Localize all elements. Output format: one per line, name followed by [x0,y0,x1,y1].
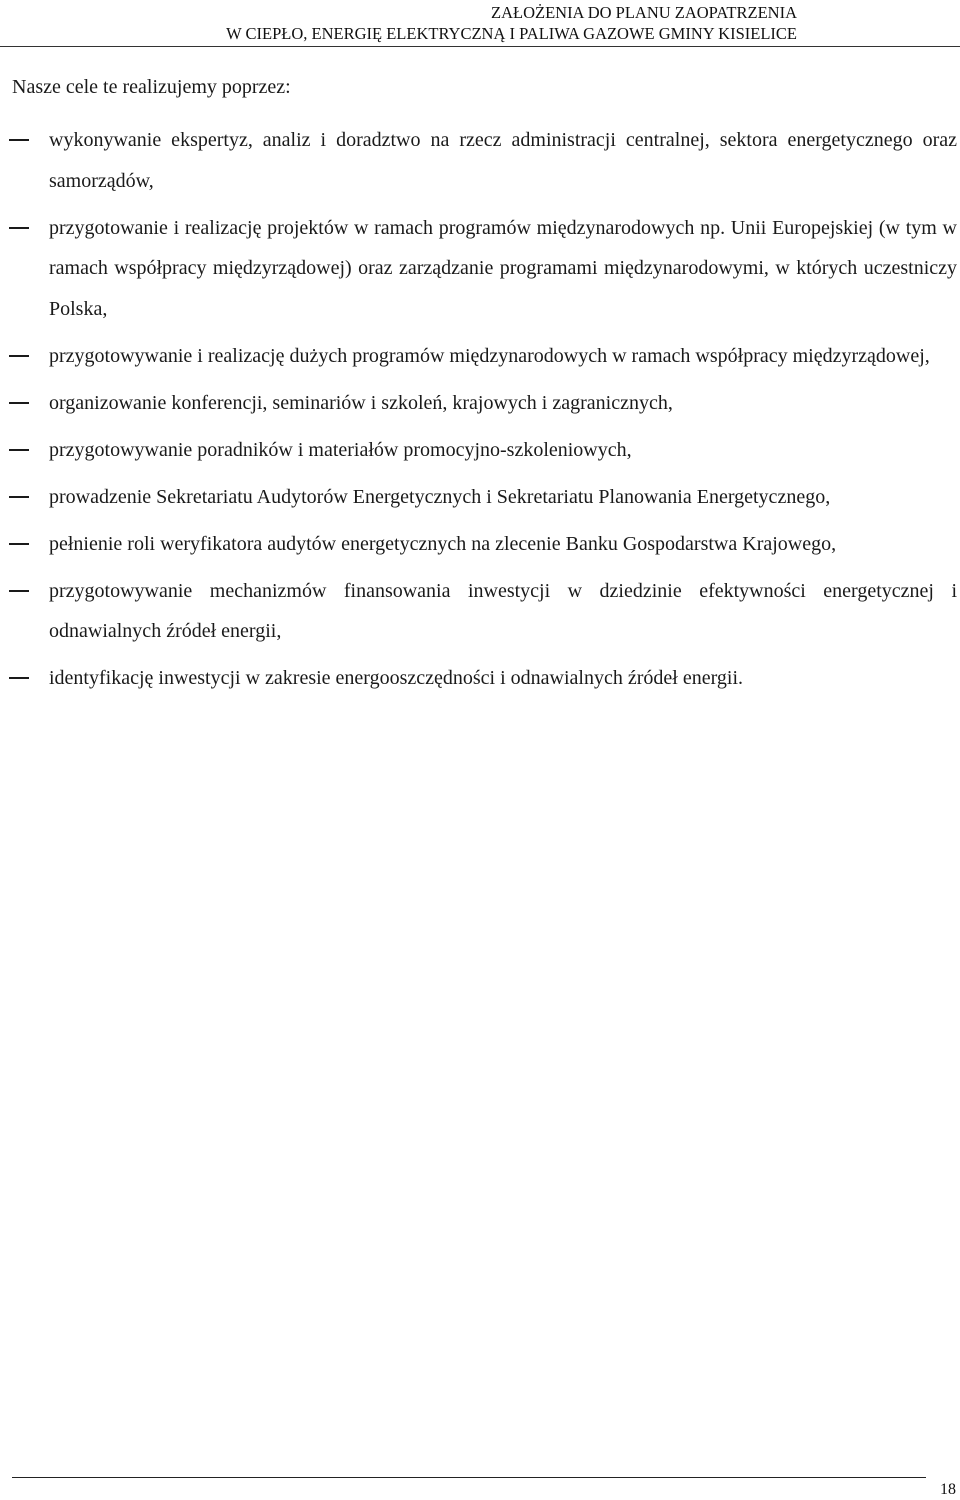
list-item [0,477,960,518]
list-item-text: identyfikację inwestycji w zakresie energooszczędności i odnawialnych źródeł energii. [49,667,743,689]
dash-bullet-icon [9,227,29,229]
dash-bullet-icon [9,543,29,545]
list-item-text: przygotowanie i realizację projektów w ramach programów międzynarodowych np. Unii Europejskiej (w tym w ramach współpracy międzyrządowej) oraz zarządzanie programami międzynarodowymi, w których uczestniczy Polska, [49,216,957,320]
dash-bullet-icon [9,590,29,592]
list-item-text: wykonywanie ekspertyz, analiz i doradztwo na rzecz administracji centralnej, sektora energetycznego oraz samorządów, [49,129,957,192]
dash-bullet-icon [9,496,29,498]
dash-bullet-icon [9,402,29,404]
goals-list [0,120,960,705]
list-item-text: przygotowywanie poradników i materiałów promocyjno-szkoleniowych, [49,438,632,461]
page-number: 18 [940,1481,956,1498]
footer-divider [12,1477,926,1478]
header-title-line-1: ZAŁOŻENIA DO PLANU ZAOPATRZENIA [491,3,797,22]
list-item [0,383,960,424]
dash-bullet-icon [9,677,29,679]
header-title-line-2: W CIEPŁO, ENERGIĘ ELEKTRYCZNĄ I PALIWA GAZOWE GMINY KISIELICE [226,24,797,43]
list-item [0,208,960,330]
list-item [0,658,960,699]
list-item-text: przygotowywanie mechanizmów finansowania inwestycji w dziedzinie efektywności energetycznej i odnawialnych źródeł energii, [49,579,957,642]
dash-bullet-icon [9,449,29,451]
list-item [0,120,960,201]
dash-bullet-icon [9,139,29,141]
list-item [0,336,960,377]
list-item [0,524,960,565]
intro-paragraph: Nasze cele te realizujemy poprzez: [12,76,291,98]
header-divider [0,46,960,47]
list-item-text: pełnienie roli weryfikatora audytów energetycznych na zlecenie Banku Gospodarstwa Krajowego, [49,532,837,555]
list-item [0,571,960,652]
running-header [97,2,797,44]
dash-bullet-icon [9,355,29,357]
list-item [0,430,960,471]
list-item-text: przygotowywanie i realizację dużych programów międzynarodowych w ramach współpracy międzyrządowej, [49,344,930,367]
list-item-text: organizowanie konferencji, seminariów i szkoleń, krajowych i zagranicznych, [49,391,673,414]
list-item-text: prowadzenie Sekretariatu Audytorów Energetycznych i Sekretariatu Planowania Energetycznego, [49,485,831,508]
